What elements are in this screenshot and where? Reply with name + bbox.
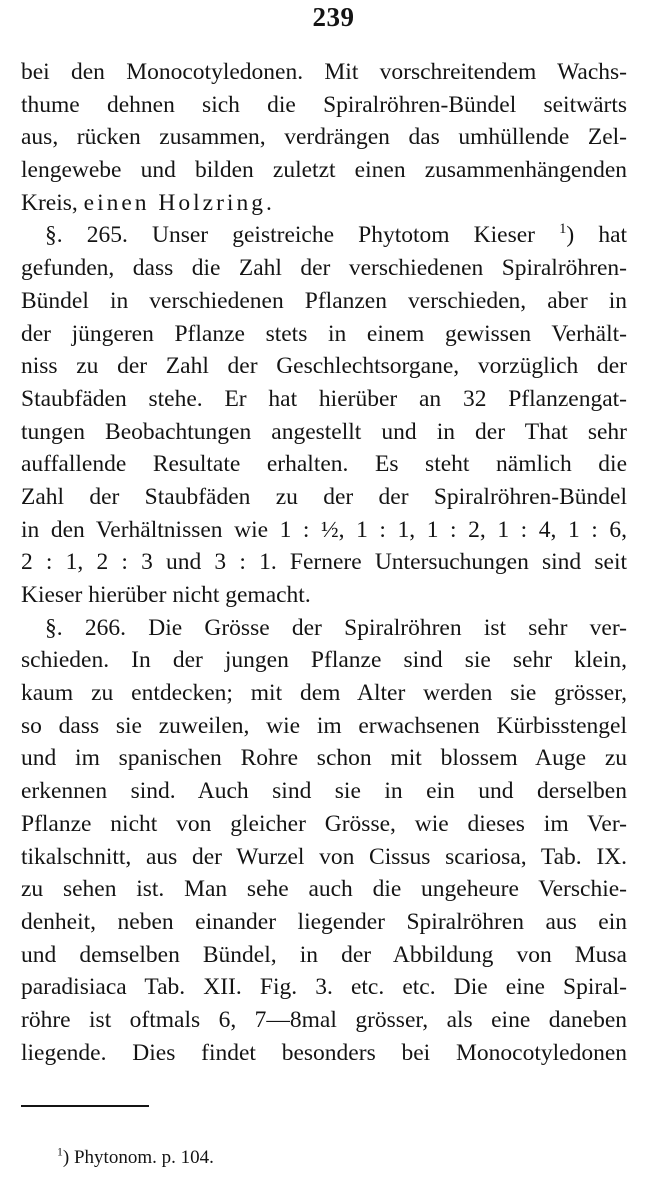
text-fragment: Die Grösse der Spiralröhren ist sehr ver- bbox=[148, 614, 627, 641]
text-fragment: . bbox=[265, 189, 272, 216]
text-line: Zahl der Staubfäden zu der der Spiralröhren-Bündel bbox=[21, 483, 627, 510]
text-line: in den Verhältnissen wie 1 : ½, 1 : 1, 1 : 2, 1 : 4, 1 : 6, bbox=[21, 516, 627, 543]
page-number: 239 bbox=[312, 2, 355, 32]
text-line: Staubfäden stehe. Er hat hierüber an 32 Pflanzengat- bbox=[21, 385, 627, 412]
text-line: der jüngeren Pflanze stets in einem gewissen Verhält- bbox=[21, 320, 627, 347]
text-line: tungen Beobachtungen angestellt und in der That sehr bbox=[21, 418, 627, 445]
footnote-divider bbox=[21, 1105, 149, 1107]
text-line: niss zu der Zahl der Geschlechtsorgane, vorzüglich der bbox=[21, 353, 627, 380]
emphasized-term: einen Holzring bbox=[83, 189, 266, 216]
text-line: Pflanze nicht von gleicher Grösse, wie dieses im Ver- bbox=[21, 810, 627, 837]
section-mark-266: §. 266. bbox=[45, 614, 126, 641]
text-line: aus, rücken zusammen, verdrängen das umhüllende Zel- bbox=[21, 124, 627, 151]
text-line: kaum zu entdecken; mit dem Alter werden sie grösser, bbox=[21, 680, 627, 707]
text-line: und demselben Bündel, in der Abbildung von Musa bbox=[21, 941, 627, 968]
text-line: Kieser hierüber nicht gemacht. bbox=[21, 582, 311, 608]
text-line: röhre ist oftmals 6, 7—8mal grösser, als eine daneben bbox=[21, 1006, 627, 1033]
text-line: gefunden, dass die Zahl der verschiedenen Spiralröhren- bbox=[21, 255, 627, 282]
section-mark-265: §. 265. bbox=[45, 222, 128, 249]
paragraph-265-start bbox=[21, 219, 627, 252]
text-line bbox=[21, 187, 627, 220]
text-line: erkennen sind. Auch sind sie in ein und derselben bbox=[21, 778, 627, 805]
body-text bbox=[21, 56, 627, 1069]
footnote-text: ) Phytonom. p. 104. bbox=[62, 1147, 214, 1168]
text-line: paradisiaca Tab. XII. Fig. 3. etc. etc. Die eine Spiral- bbox=[21, 974, 627, 1001]
text-line: so dass sie zuweilen, wie im erwachsenen Kürbisstengel bbox=[21, 712, 627, 739]
text-line: lengewebe und bilden zuletzt einen zusammenhängenden bbox=[21, 157, 627, 184]
text-line: auffallende Resultate erhalten. Es steht nämlich die bbox=[21, 451, 627, 478]
text-fragment: Kreis, bbox=[21, 189, 84, 216]
text-line: thume dehnen sich die Spiralröhren-Bündel seitwärts bbox=[21, 91, 627, 118]
text-line: liegende. Dies findet besonders bei Monocotyledonen bbox=[21, 1039, 627, 1066]
footnote-reference: 1 bbox=[559, 221, 567, 238]
text-line: denheit, neben einander liegender Spiralröhren aus ein bbox=[21, 908, 627, 935]
footnote bbox=[57, 1146, 214, 1170]
text-line: 2 : 1, 2 : 3 und 3 : 1. Fernere Untersuchungen sind seit bbox=[21, 549, 627, 576]
text-line: tikalschnitt, aus der Wurzel von Cissus scariosa, Tab. IX. bbox=[21, 843, 627, 870]
text-fragment: Unser geistreiche Phytotom Kieser bbox=[152, 222, 535, 249]
footnote-mark: 1 bbox=[57, 1145, 63, 1159]
text-line: und im spanischen Rohre schon mit blossem Auge zu bbox=[21, 745, 627, 772]
text-fragment: ) hat bbox=[566, 222, 627, 249]
text-line: zu sehen ist. Man sehe auch die ungeheure Verschie- bbox=[21, 876, 627, 903]
paragraph-266-start bbox=[21, 612, 627, 645]
text-line: bei den Monocotyledonen. Mit vorschreitendem Wachs- bbox=[21, 59, 627, 85]
text-line: Bündel in verschiedenen Pflanzen verschieden, aber in bbox=[21, 287, 627, 314]
text-line: schieden. In der jungen Pflanze sind sie sehr klein, bbox=[21, 647, 627, 674]
